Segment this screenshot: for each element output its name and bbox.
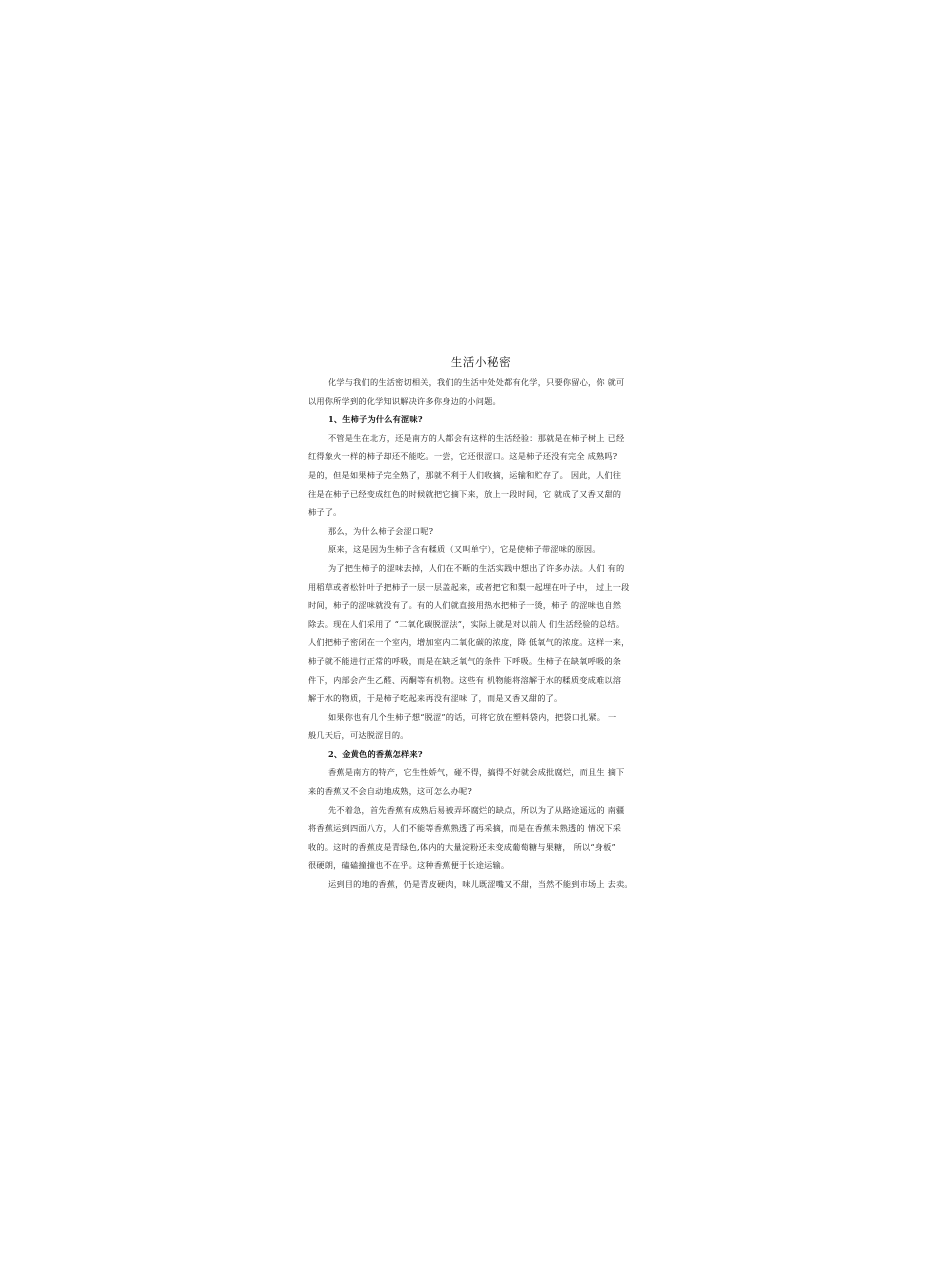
section-heading: 2、金黄色的香蕉怎样来? [328, 748, 423, 759]
paragraph-line: 人们把柿子密闭在一个室内，增加室内二氧化碳的浓度，降 低氧气的浓度。这样一来， [308, 637, 630, 648]
section-heading: 1、生柿子为什么有涩味? [328, 414, 423, 425]
paragraph-line: 柿子就不能进行正常的呼吸，而是在缺乏氧气的条件 下呼吸。生柿子在缺氧呼吸的条 [308, 655, 622, 666]
paragraph-line: 原来，这是因为生柿子含有糅质（又叫单宁），它是使柿子带涩味的原因。 [328, 544, 601, 555]
paragraph-line: 用稻草或者松针叶子把柿子一层一层盖起来，或者把它和梨一起埋在叶子中， 过上一段 [308, 581, 630, 592]
paragraph-line: 来的香蕉又不会自动地成熟，这可怎么办呢? [308, 786, 472, 797]
paragraph-line: 化学与我们的生活密切相关，我们的生活中处处都有化学，只要你留心，你 就可 [328, 377, 625, 387]
paragraph-line: 以用你所学到的化学知识解决许多你身边的小问题。 [308, 395, 501, 406]
paragraph-line: 香蕉是南方的特产，它生性娇气，碰不得，搞得不好就会成批腐烂，而且生 摘下 [328, 767, 625, 778]
paragraph-line: 往是在柿子已经变成红色的时候就把它摘下来，放上一段时间，它 就成了又香又甜的 [308, 488, 622, 499]
paragraph [308, 522, 654, 541]
paragraph-line: 除去。现在人们采用了 “二氧化碳脱涩法”，实际上就是对以前人 们生活经验的总结。 [308, 618, 625, 629]
paragraph-line: 解于水的物质，于是柿子吃起来再没有涩味 了，而是又香又甜的了。 [308, 693, 563, 704]
paragraph-line: 时间，柿子的涩味就没有了。有的人们就直接用热水把柿子一烫，柿子 的涩味也自然 [308, 600, 622, 611]
paragraph-line: 件下，内部会产生乙醛、丙酮等有机物。这些有 机物能将溶解于水的糅质变成难以溶 [308, 674, 622, 685]
paragraph-line: 为了把生柿子的涩味去掉，人们在不断的生活实践中想出了许多办法。人们 有的 [328, 562, 625, 573]
paragraph [308, 559, 654, 708]
paragraph [308, 429, 654, 522]
document-title: 生活小秘密 [450, 355, 512, 369]
paragraph-line: 运到目的地的香蕉，仍是青皮硬肉，味儿既涩嘴又不甜，当然不能到市场上 去卖。 [328, 879, 633, 890]
paragraph-line: 不管是生在北方，还是南方的人都会有这样的生活经验：那就是在柿子树上 已经 [328, 432, 625, 443]
paragraph-line: 先不着急，首先香蕉有成熟后易被弄坏腐烂的缺点，所以为了从路途遥远的 南疆 [328, 804, 625, 815]
paragraph-line: 那么，为什么柿子会涩口呢? [328, 525, 434, 536]
document-page [308, 352, 654, 894]
paragraph-line: 将香蕉运到四面八方，人们不能等香蕉熟透了再采摘，而是在香蕉未熟透的 情况下采 [308, 823, 622, 834]
paragraph [308, 708, 654, 745]
paragraph-line: 是的，但是如果柿子完全熟了，那就不利于人们收摘，运输和贮存了。 因此，人们往 [308, 469, 622, 480]
paragraph [308, 875, 654, 894]
paragraph-line: 红得象火一样的柿子却还不能吃。一尝，它还很涩口。这是柿子还没有完全 成熟吗? [308, 451, 618, 462]
paragraph [308, 373, 654, 410]
paragraph-line: 收的。这时的香蕉皮是青绿色,体内的大量淀粉还未变成葡萄糖与果糖， 所以“身板” [308, 841, 616, 852]
paragraph [308, 801, 654, 875]
paragraph-line: 般几天后，可达脱涩目的。 [308, 730, 409, 741]
paragraph [308, 540, 654, 559]
paragraph [308, 763, 654, 800]
document-body [308, 373, 654, 894]
paragraph-line: 如果你也有几个生柿子想“脱涩”的话，可将它放在塑料袋内，把袋口扎紧。 一 [328, 711, 617, 722]
paragraph-line: 很硬朗，磕磕撞撞也不在乎。这种香蕉便于长途运输。 [308, 860, 510, 871]
paragraph-line: 柿子了。 [308, 507, 342, 518]
